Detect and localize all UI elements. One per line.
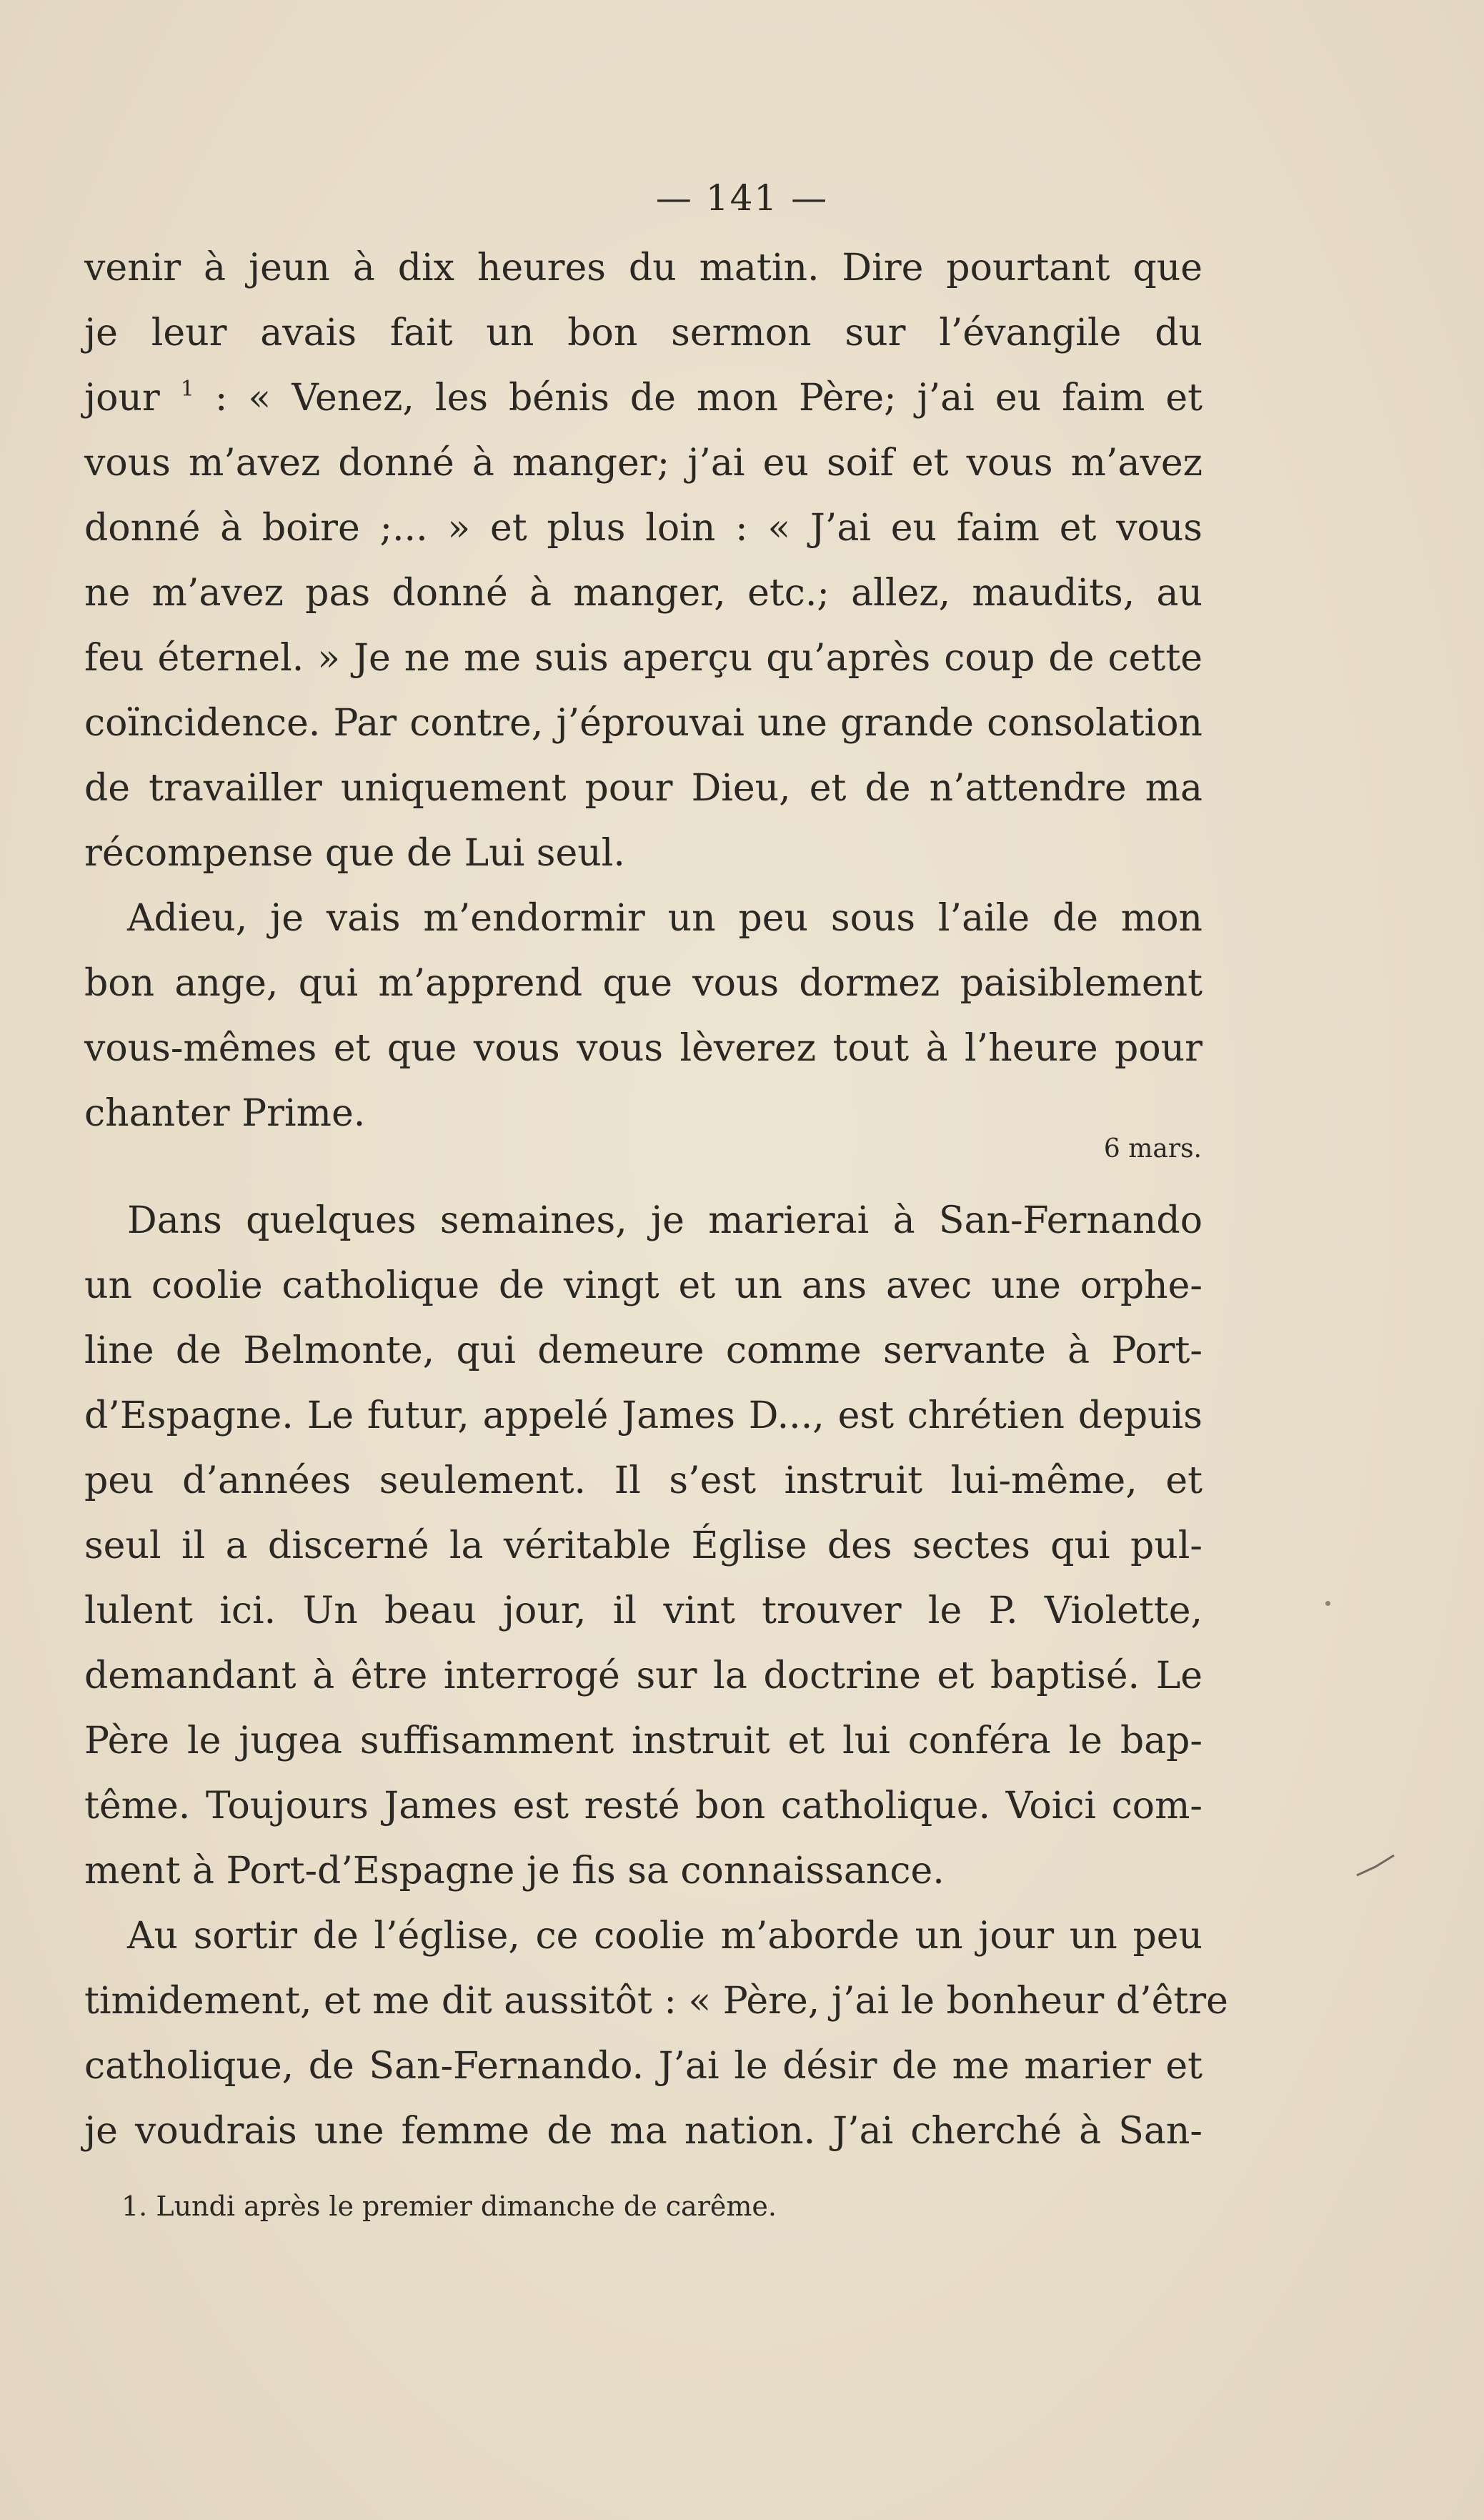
text-line: je leur avais fait un bon sermon sur l’évangile du [84,312,1202,354]
text-line: donné à boire ;... » et plus loin : « J’ai eu faim et vous [84,507,1202,550]
text-line: feu éternel. » Je ne me suis aperçu qu’après coup de cette [84,637,1202,680]
text-line: seul il a discerné la véritable Église des sectes qui pul- [84,1524,1202,1567]
text-line: chanter Prime. [84,1092,366,1135]
footnote-reference: 1 [180,377,194,402]
text-line: ment à Port-d’Espagne je fis sa connaissance. [84,1850,945,1893]
text-line: d’Espagne. Le futur, appelé James D..., est chrétien depuis [84,1394,1202,1437]
text-line: de travailler uniquement pour Dieu, et de n’attendre ma [84,767,1202,810]
text-line: Père le jugea suffisamment instruit et lui conféra le bap- [84,1720,1202,1762]
text-line: venir à jeun à dix heures du matin. Dire pourtant que [84,247,1202,289]
text-line: un coolie catholique de vingt et un ans avec une orphe- [84,1264,1202,1307]
paper-speck [1325,1601,1330,1606]
text-line: timidement, et me dit aussitôt : « Père, j’ai le bonheur d’être [84,1980,1228,2023]
text-line: Au sortir de l’église, ce coolie m’aborde un jour un peu [127,1915,1202,1958]
page-number: — 141 — [655,177,829,219]
pencil-mark-icon [1354,1851,1397,1880]
text-line: Adieu, je vais m’endormir un peu sous l’aile de mon [127,897,1202,940]
text-line: vous-mêmes et que vous vous lèverez tout à l’heure pour [84,1027,1202,1070]
text-line: line de Belmonte, qui demeure comme servante à Port- [84,1329,1202,1372]
text-line: catholique, de San-Fernando. J’ai le désir de me marier et [84,2045,1202,2088]
date-heading: 6 mars. [1103,1134,1202,1164]
footnote: 1. Lundi après le premier dimanche de carême. [121,2191,777,2222]
text-line: vous m’avez donné à manger; j’ai eu soif et vous m’avez [84,442,1202,485]
text-line: tême. Toujours James est resté bon catholique. Voici com- [84,1785,1202,1827]
text-line-rest: : « Venez, les bénis de mon Père; j’ai eu faim et [214,377,1202,420]
text-line: lulent ici. Un beau jour, il vint trouver le P. Violette, [84,1589,1202,1632]
text-line: Dans quelques semaines, je marierai à San-Fernando [127,1199,1202,1242]
text-line-start: jour [84,377,160,420]
text-line: demandant à être interrogé sur la doctrine et baptisé. Le [84,1655,1202,1697]
text-line: je voudrais une femme de ma nation. J’ai cherché à San- [84,2110,1202,2153]
text-line: coïncidence. Par contre, j’éprouvai une grande consolation [84,702,1202,745]
text-line: bon ange, qui m’apprend que vous dormez paisiblement [84,962,1202,1005]
text-line: ne m’avez pas donné à manger, etc.; allez, maudits, au [84,572,1202,615]
text-line: récompense que de Lui seul. [84,832,625,875]
text-line [84,377,1202,420]
text-line: peu d’années seulement. Il s’est instruit lui-même, et [84,1459,1202,1502]
